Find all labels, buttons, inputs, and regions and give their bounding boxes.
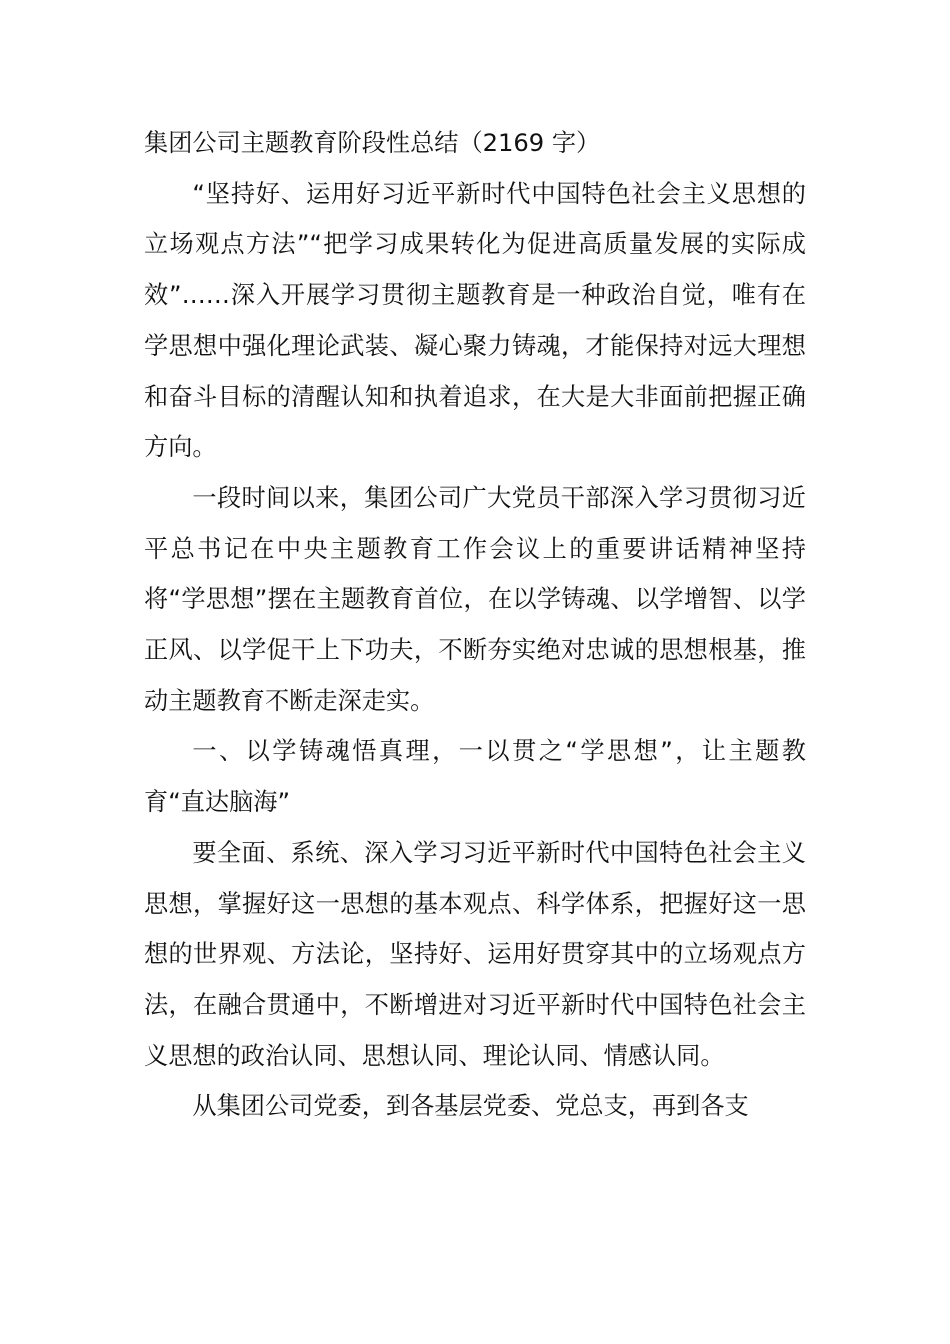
section-heading-one: 一、以学铸魂悟真理，一以贯之“学思想”，让主题教育“直达脑海” [144,737,806,817]
document-title: 集团公司主题教育阶段性总结（2169 字） [144,129,601,157]
paragraph-party-committee: 从集团公司党委，到各基层党委、党总支，再到各支 [192,1092,749,1121]
paragraph-overview: 一段时间以来，集团公司广大党员干部深入学习贯彻习近平总书记在中央主题教育工作会议上的重要讲话精神坚持将“学思想”摆在主题教育首位，在以学铸魂、以学增智、以学正风、以学促干上下功夫，不断夯实绝对忠诚的思想根基，推动主题教育不断走深走实。 [144,483,806,715]
paragraph-study-thought: 要全面、系统、深入学习习近平新时代中国特色社会主义思想，掌握好这一思想的基本观点、科学体系，把握好这一思想的世界观、方法论，坚持好、运用好贯穿其中的立场观点方法，在融合贯通中，不断增进对习近平新时代中国特色社会主义思想的政治认同、思想认同、理论认同、情感认同。 [144,838,806,1070]
paragraph-intro: “坚持好、运用好习近平新时代中国特色社会主义思想的立场观点方法”“把学习成果转化为促进高质量发展的实际成效”……深入开展学习贯彻主题教育是一种政治自觉，唯有在学思想中强化理论武装、凝心聚力铸魂，才能保持对远大理想和奋斗目标的清醒认知和执着追求，在大是大非面前把握正确方向。 [144,179,806,462]
document-body [144,118,806,1132]
